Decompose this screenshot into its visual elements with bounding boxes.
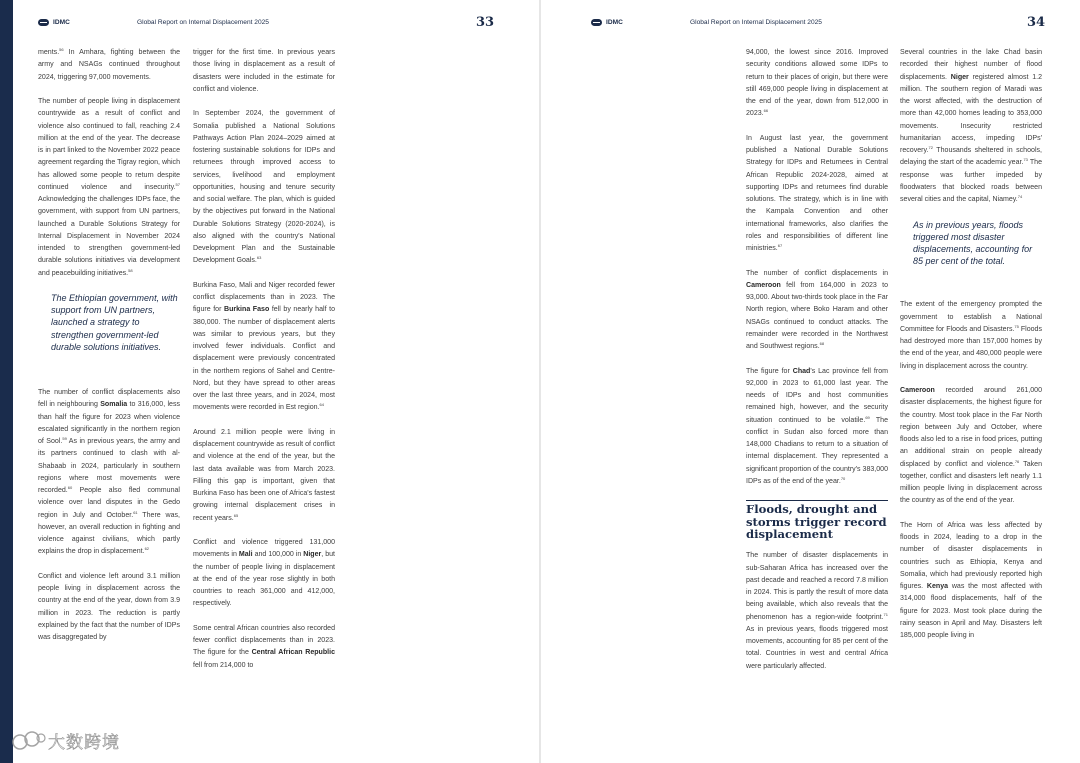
paragraph: The figure for Chad's Lac province fell from 92,000 in 2023 to 61,000 last year. The needs of IDPs and host communities remained high, however, and the security situation continued to be volatile.$^{69}$ The conflict in Sudan also forced more than 148,000 Chadians to return to a situation of internal displacement. They represented a significant proportion of the country's 383,000 IDPs as of the end of the year.$^{70}$ <box>746 367 889 485</box>
pull-quote: As in previous years, floods triggered most disaster displacements, accounting for 85 per cent of the total. <box>913 219 1033 267</box>
paragraph: 94,000, the lowest since 2016. Improved security conditions allowed some IDPs to return to their places of origin, but there were still 469,000 people living in displacement at the end of the year, down from 512,000 in 2023.66 <box>746 49 888 118</box>
header-logo-text: IDMC <box>53 19 70 26</box>
paragraph: Several countries in the lake Chad basin recorded their highest number of flood displacements. Niger registered almost 1.2 million. The southern region of Maradi was the worst affected, with the destruction of more than 42,000 homes leading to 353,000 movements. Insecurity restricted humanitarian access, impeding IDPs' recovery.$^{72}$ Thousands sheltered in schools, delaying the start of the academic year.$^{73}$ The response was further impeded by floodwaters that blocked roads between several cities and the capital, Niamey.$^{74}$ <box>900 49 1043 203</box>
watermark-text: 大数跨境 <box>48 733 120 753</box>
paragraph: In September 2024, the government of Somalia published a National Solutions Pathways Action Plan 2024–2029 aimed at fostering sustainable solutions for IDPs and returnees through improved access to services, livelihood and employment opportunities, housing and tenure security and social welfare. The plan, which is guided by the objectives put forward in the National Durable Solutions Strategy (2020-2024), is also aligned with the country's National Development Plan and the Sustainable Development Goals.$^{63}$ <box>193 110 335 265</box>
text-column-1 <box>38 47 180 644</box>
header-logo-text: IDMC <box>606 19 623 26</box>
page-spine <box>0 0 13 763</box>
idmc-logo-icon <box>38 19 49 26</box>
header-logo <box>591 19 623 26</box>
header-report-title: Global Report on Internal Displacement 2025 <box>690 19 822 26</box>
left-page-header <box>38 14 518 34</box>
paragraph: The number of conflict displacements in Cameroon fell from 164,000 in 2023 to 93,000. About two-thirds took place in the Far North region, where Boko Haram and other NSAGs continued to conduct attacks. The remainder were recorded in the Northwest and Southwest regions.$^{68}$ <box>746 269 888 350</box>
paragraph: Conflict and violence triggered 131,000 movements in Mali and 100,000 in Niger, but the number of people living in displacement at the end of the year rose slightly in both countries to reach 361,000 and 412,000, respectively. <box>193 539 336 608</box>
paragraph: Burkina Faso, Mali and Niger recorded fewer conflict displacements than in 2023. The figure for Burkina Faso fell by nearly half to 380,000. The number of displacement alerts was similar to previous years, but they involved fewer individuals. Conflict and displacement were previously concentrated in the northern regions of Sahel and Centre-Nord, but they have spread to other areas over the last three years, and in 2024, most movements were recorded in Est region.$^{64}$ <box>193 281 335 412</box>
page-gutter <box>539 0 541 763</box>
header-logo <box>38 19 70 26</box>
paragraph: Around 2.1 million people were living in displacement countrywide as result of conflict and violence at the end of the year, but the last data available was from March 2023. Filling this gap is important, given that Burkina Faso has been one of Africa's fastest growing internal displacement crises in recent years.$^{65}$ <box>193 428 335 522</box>
idmc-logo-icon <box>591 19 602 26</box>
page-number: 33 <box>476 15 495 30</box>
paragraph: ments.$^{56}$ In Amhara, fighting between the army and NSAGs continued throughout 2024, triggering 97,000 movements. <box>38 47 180 81</box>
watermark <box>10 728 120 753</box>
paragraph: Some central African countries also recorded fewer conflict displacements than in 2023. The figure for the Central African Republic fell from 214,000 to <box>193 624 335 669</box>
paragraph: The number of people living in displacement countrywide as a result of conflict and violence also continued to fall, reaching 2.4 million at the end of the year. The decrease is in part linked to the November 2022 peace agreement regarding the Tigray region, which has allowed some people to return despite continued violence and insecurity.$^{57}$ Acknowledging the challenges IDPs face, the government, with support from UN partners, launched a Durable Solutions Strategy for Internal Displacement in November 2024 intended to strengthen government-led durable solutions initiatives via development and peacebuilding initiatives.$^{58}$ <box>38 98 180 277</box>
text-column-3 <box>746 47 888 673</box>
right-page-header <box>591 14 1051 34</box>
paragraph: The extent of the emergency prompted the government to establish a National Committee for Floods and Disasters.$^{75}$ Floods had destroyed more than 157,000 homes by the end of the year, and 480,000 people were living in displacement across the country. <box>900 301 1042 370</box>
paragraph: Cameroon recorded around 261,000 disaster displacements, the highest figure for the country. Most took place in the Far North region between July and October, where floods also led to a rise in food prices, putting an additional strain on people already displaced by conflict and violence.$^{76}$ Taken together, conflict and disasters left nearly 1.1 million people living in displacement across the country as of the end of the year. <box>900 387 1042 505</box>
paragraph: The number of disaster displacements in sub-Saharan Africa has increased over the past decade and reached a record 7.8 million in 2024. This is partly the result of more data being available, which also reveals that the phenomenon has a region-wide footprint.$^{71}$ As in previous years, floods triggered most movements, accounting for 85 per cent of the total. Countries in west and central Africa were particularly affected. <box>746 552 888 670</box>
text-column-2 <box>193 47 335 672</box>
paragraph: In August last year, the government published a National Durable Solutions Strategy for IDPs and Returnees in Central African Republic 2024-2028, aimed at supporting IDPs and returnees find durable solutions. The strategy, which is in line with the Kampala Convention and other international frameworks, also clarifies the roles and responsibilities of different line ministries.$^{67}$ <box>746 134 888 252</box>
header-report-title: Global Report on Internal Displacement 2025 <box>137 19 269 26</box>
paragraph: Conflict and violence left around 3.1 million people living in displacement across the country at the end of the year, down from 3.9 million in 2023. The reduction is partly explained by the fact that the number of IDPs was disaggregated by <box>38 572 180 642</box>
paragraph: The number of conflict displacements also fell in neighbouring Somalia to 316,000, less than half the figure for 2023 when violence escalated significantly in the northern region of Sool.$^{59}$ As in previous years, the army and its partners continued to clash with al-Shabaab in 2024, particularly in southern regions where most movements were recorded.$^{60}$ People also fled communal violence over land disputes in the Gedo region in July and October.$^{61}$ There was, however, an overall reduction in fighting and violence against civilians, which partly explains the drop in displacement.$^{62}$ <box>38 389 180 556</box>
paragraph: The Horn of Africa was less affected by floods in 2024, leading to a drop in the number of disaster displacements in countries such as Ethiopia, Kenya and Somalia, which had previously reported high figures. Kenya was the most affected with 314,000 flood displacements, half of the figure for 2023. Most took place during the rainy season in April and May. Disasters left 185,000 people living in <box>900 521 1042 640</box>
section-heading: Floods, drought and storms trigger record displacement <box>746 502 887 542</box>
pull-quote: The Ethiopian government, with support from UN partners, launched a strategy to strengthen government-led durable solutions initiatives. <box>51 293 178 352</box>
paragraph: trigger for the first time. In previous years those living in displacement as a result of disasters were included in the estimate for conflict and violence. <box>193 49 335 93</box>
watermark-logo-icon <box>10 730 48 752</box>
page-number: 34 <box>1027 15 1046 30</box>
text-column-4 <box>900 47 1042 642</box>
